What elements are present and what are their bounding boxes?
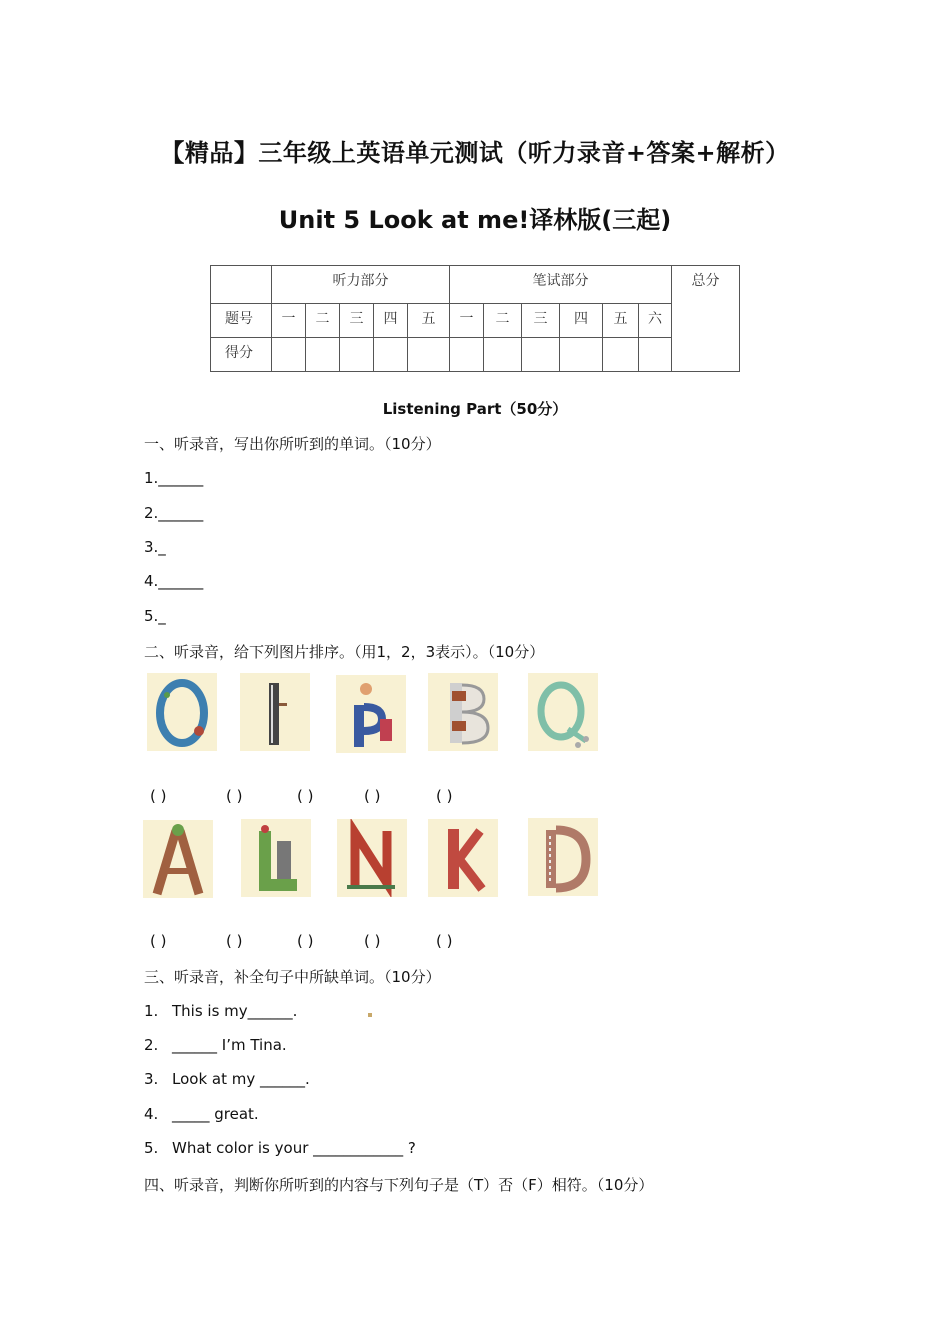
section2-heading: 二、听录音，给下列图片排序。（用1，2，3表示）。（10分） — [144, 643, 545, 661]
score-cell[interactable] — [522, 338, 560, 372]
written-col-5: 五 — [603, 304, 639, 338]
listening-col-4: 四 — [374, 304, 408, 338]
letter-n-picture — [337, 819, 407, 897]
sec3-item-4[interactable]: 4. _____ great. — [144, 1105, 259, 1123]
answer-paren[interactable]: ( ) — [436, 787, 453, 805]
answer-paren[interactable]: ( ) — [364, 787, 381, 805]
listening-col-5: 五 — [408, 304, 450, 338]
letter-d-picture — [528, 818, 598, 896]
score-table-corner — [211, 266, 272, 304]
answer-paren[interactable]: ( ) — [226, 787, 243, 805]
row-label-question-no: 题号 — [211, 304, 272, 338]
section4-heading: 四、听录音，判断你所听到的内容与下列句子是（T）否（F）相符。（10分） — [144, 1176, 654, 1194]
score-cell[interactable] — [639, 338, 672, 372]
listening-col-3: 三 — [340, 304, 374, 338]
written-header-cell: 笔试部分 — [450, 266, 672, 304]
page-subtitle: Unit 5 Look at me!译林版(三起) — [278, 206, 672, 234]
sec3-item-2[interactable]: 2. ______ I’m Tina. — [144, 1036, 287, 1054]
score-cell[interactable] — [408, 338, 450, 372]
score-cell[interactable] — [603, 338, 639, 372]
letter-o-picture — [147, 673, 217, 751]
score-cell[interactable] — [374, 338, 408, 372]
total-header-cell: 总分 — [672, 266, 740, 372]
answer-paren[interactable]: ( ) — [297, 932, 314, 950]
written-col-1: 一 — [450, 304, 484, 338]
score-cell[interactable] — [484, 338, 522, 372]
sec3-item-5[interactable]: 5. What color is your ____________ ? — [144, 1139, 416, 1157]
page-title: 【精品】三年级上英语单元测试（听力录音+答案+解析） — [160, 139, 790, 167]
score-cell[interactable] — [272, 338, 306, 372]
written-col-3: 三 — [522, 304, 560, 338]
score-cell[interactable] — [340, 338, 374, 372]
listening-col-2: 二 — [306, 304, 340, 338]
score-table — [210, 265, 740, 372]
letter-i-picture — [240, 673, 310, 751]
sec1-item-5[interactable]: 5._ — [144, 607, 166, 625]
listening-header-cell: 听力部分 — [272, 266, 450, 304]
answer-paren[interactable]: ( ) — [226, 932, 243, 950]
sec3-item-1[interactable]: 1. This is my______. — [144, 1002, 298, 1020]
score-cell[interactable] — [306, 338, 340, 372]
stray-dot — [368, 1013, 372, 1017]
answer-paren[interactable]: ( ) — [150, 932, 167, 950]
row-label-score: 得分 — [211, 338, 272, 372]
letter-q-picture — [528, 673, 598, 751]
sec1-item-2[interactable]: 2.______ — [144, 504, 204, 522]
sec3-item-3[interactable]: 3. Look at my ______. — [144, 1070, 310, 1088]
score-cell[interactable] — [560, 338, 603, 372]
sec1-item-4[interactable]: 4.______ — [144, 572, 204, 590]
score-cell[interactable] — [450, 338, 484, 372]
section3-heading: 三、听录音，补全句子中所缺单词。（10分） — [144, 968, 441, 986]
letter-a-picture — [143, 820, 213, 898]
answer-paren[interactable]: ( ) — [297, 787, 314, 805]
letter-l-picture — [241, 819, 311, 897]
section1-heading: 一、听录音，写出你所听到的单词。（10分） — [144, 435, 441, 453]
answer-paren[interactable]: ( ) — [364, 932, 381, 950]
answer-paren[interactable]: ( ) — [150, 787, 167, 805]
written-col-6: 六 — [639, 304, 672, 338]
sec1-item-1[interactable]: 1.______ — [144, 469, 204, 487]
written-col-4: 四 — [560, 304, 603, 338]
answer-paren[interactable]: ( ) — [436, 932, 453, 950]
letter-p-picture — [336, 675, 406, 753]
listening-col-1: 一 — [272, 304, 306, 338]
written-col-2: 二 — [484, 304, 522, 338]
letter-k-picture — [428, 819, 498, 897]
sec1-item-3[interactable]: 3._ — [144, 538, 166, 556]
letter-b-picture — [428, 673, 498, 751]
listening-part-heading: Listening Part（50分） — [382, 400, 568, 418]
